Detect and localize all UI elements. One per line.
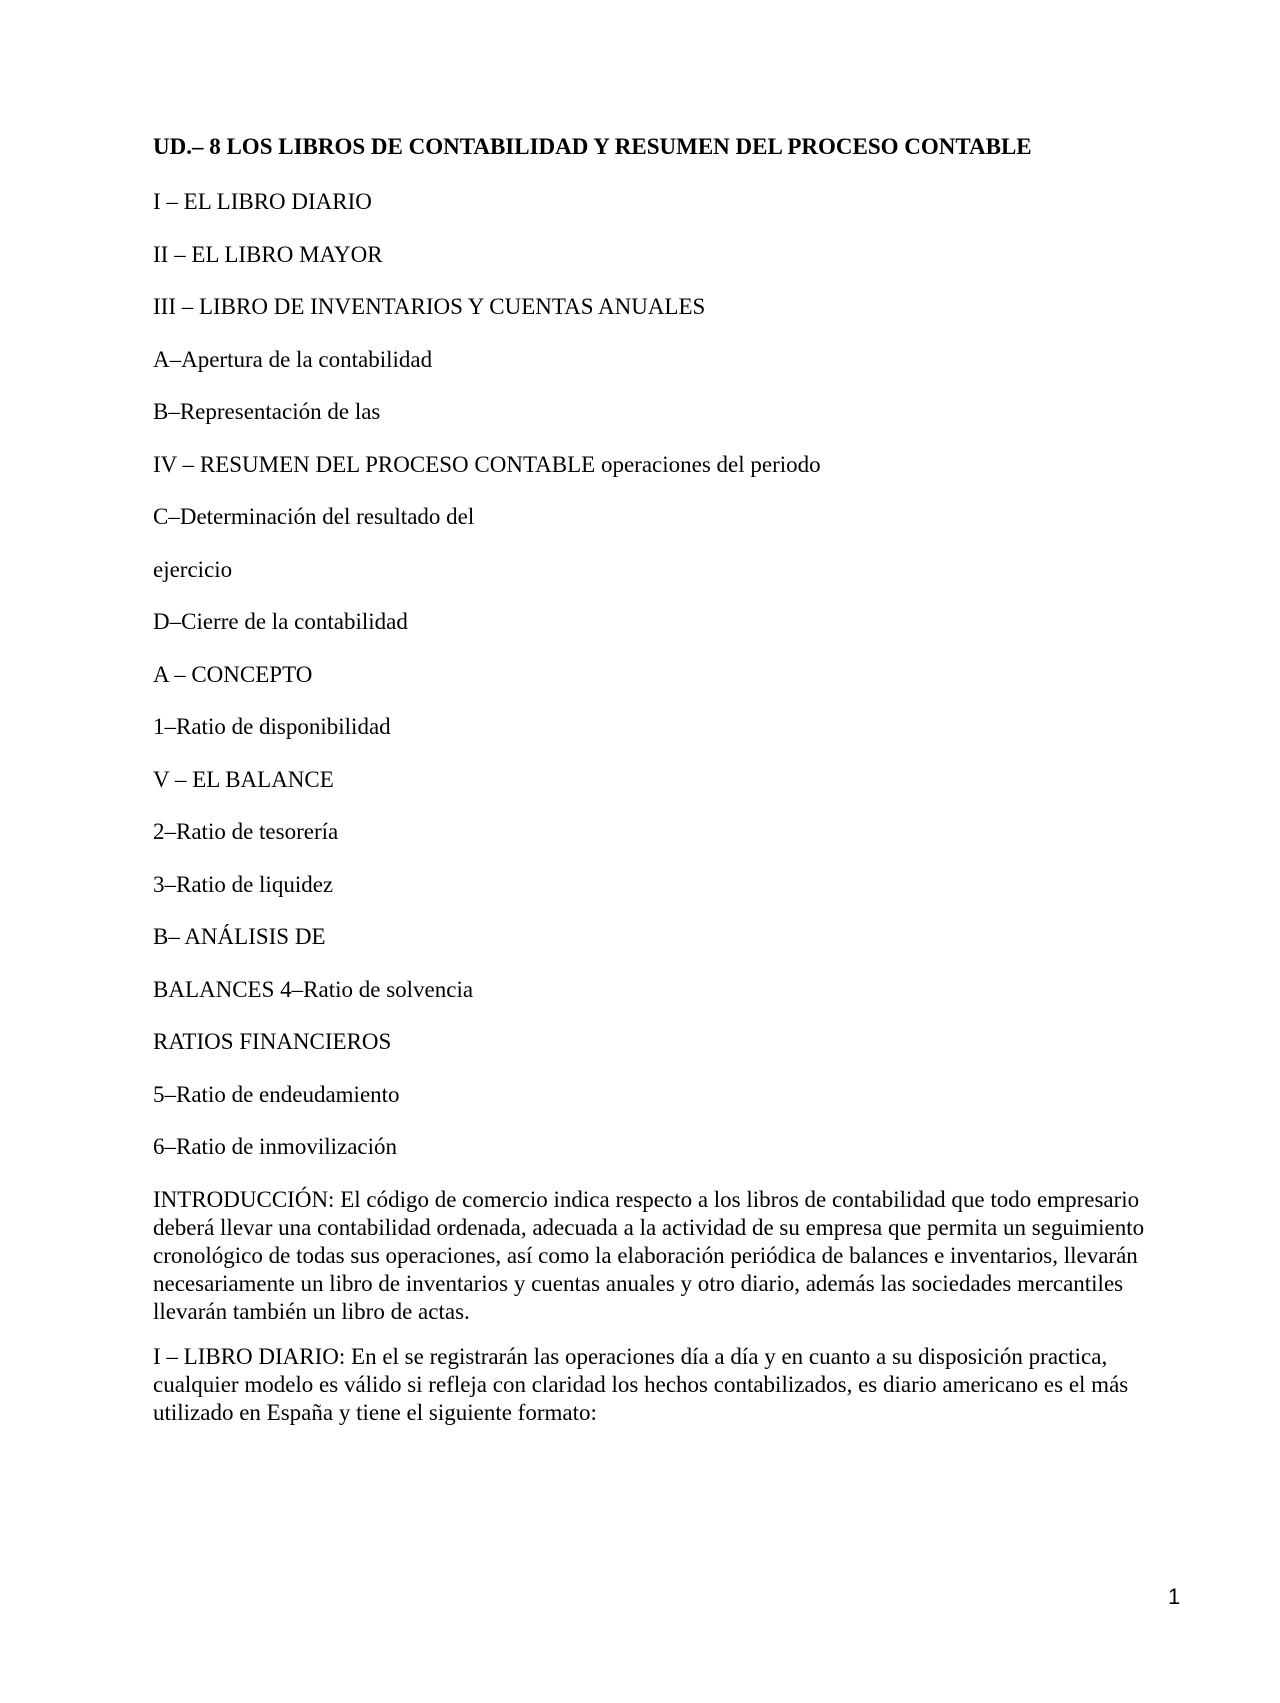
outline-line: 6–Ratio de inmovilización <box>153 1134 398 1159</box>
document-title: UD.– 8 LOS LIBROS DE CONTABILIDAD Y RESUMEN DEL PROCESO CONTABLE <box>153 134 1032 159</box>
outline-line: I – EL LIBRO DIARIO <box>153 189 372 214</box>
outline-line: 1–Ratio de disponibilidad <box>153 714 391 739</box>
outline-line: D–Cierre de la contabilidad <box>153 609 408 634</box>
introduction-paragraph: INTRODUCCIÓN: El código de comercio indica respecto a los libros de contabilidad que todo empresario deberá llevar una contabilidad ordenada, adecuada a la actividad de su empresa que permita un seguimiento cronológico de todas sus operaciones, así como la elaboración periódica de balances e inventarios, llevarán necesariamente un libro de inventarios y cuentas anuales y otro diario, además las sociedades mercantiles llevarán también un libro de actas. <box>153 1187 1145 1324</box>
outline-line: II – EL LIBRO MAYOR <box>153 242 383 267</box>
outline-line: IV – RESUMEN DEL PROCESO CONTABLE operaciones del periodo <box>153 452 821 477</box>
outline-line: RATIOS FINANCIEROS <box>153 1029 392 1054</box>
outline-line: B–Representación de las <box>153 399 381 424</box>
outline-line: 3–Ratio de liquidez <box>153 872 334 897</box>
outline-line: C–Determinación del resultado del <box>153 504 475 529</box>
outline-line: A – CONCEPTO <box>153 662 313 687</box>
libro-diario-paragraph: I – LIBRO DIARIO: En el se registrarán las operaciones día a día y en cuanto a su disposición practica, cualquier modelo es válido si refleja con claridad los hechos contabilizados, es diario americano es el más utilizado en España y tiene el siguiente formato: <box>153 1344 1129 1425</box>
outline-line: B– ANÁLISIS DE <box>153 924 326 949</box>
outline-line: BALANCES 4–Ratio de solvencia <box>153 977 474 1002</box>
outline-line: ejercicio <box>153 557 233 582</box>
outline-line: III – LIBRO DE INVENTARIOS Y CUENTAS ANUALES <box>153 294 706 319</box>
page-number: 1 <box>1168 1584 1181 1609</box>
outline-line: A–Apertura de la contabilidad <box>153 347 433 372</box>
outline-line: V – EL BALANCE <box>153 767 334 792</box>
outline-line: 5–Ratio de endeudamiento <box>153 1082 400 1107</box>
outline-line: 2–Ratio de tesorería <box>153 819 339 844</box>
